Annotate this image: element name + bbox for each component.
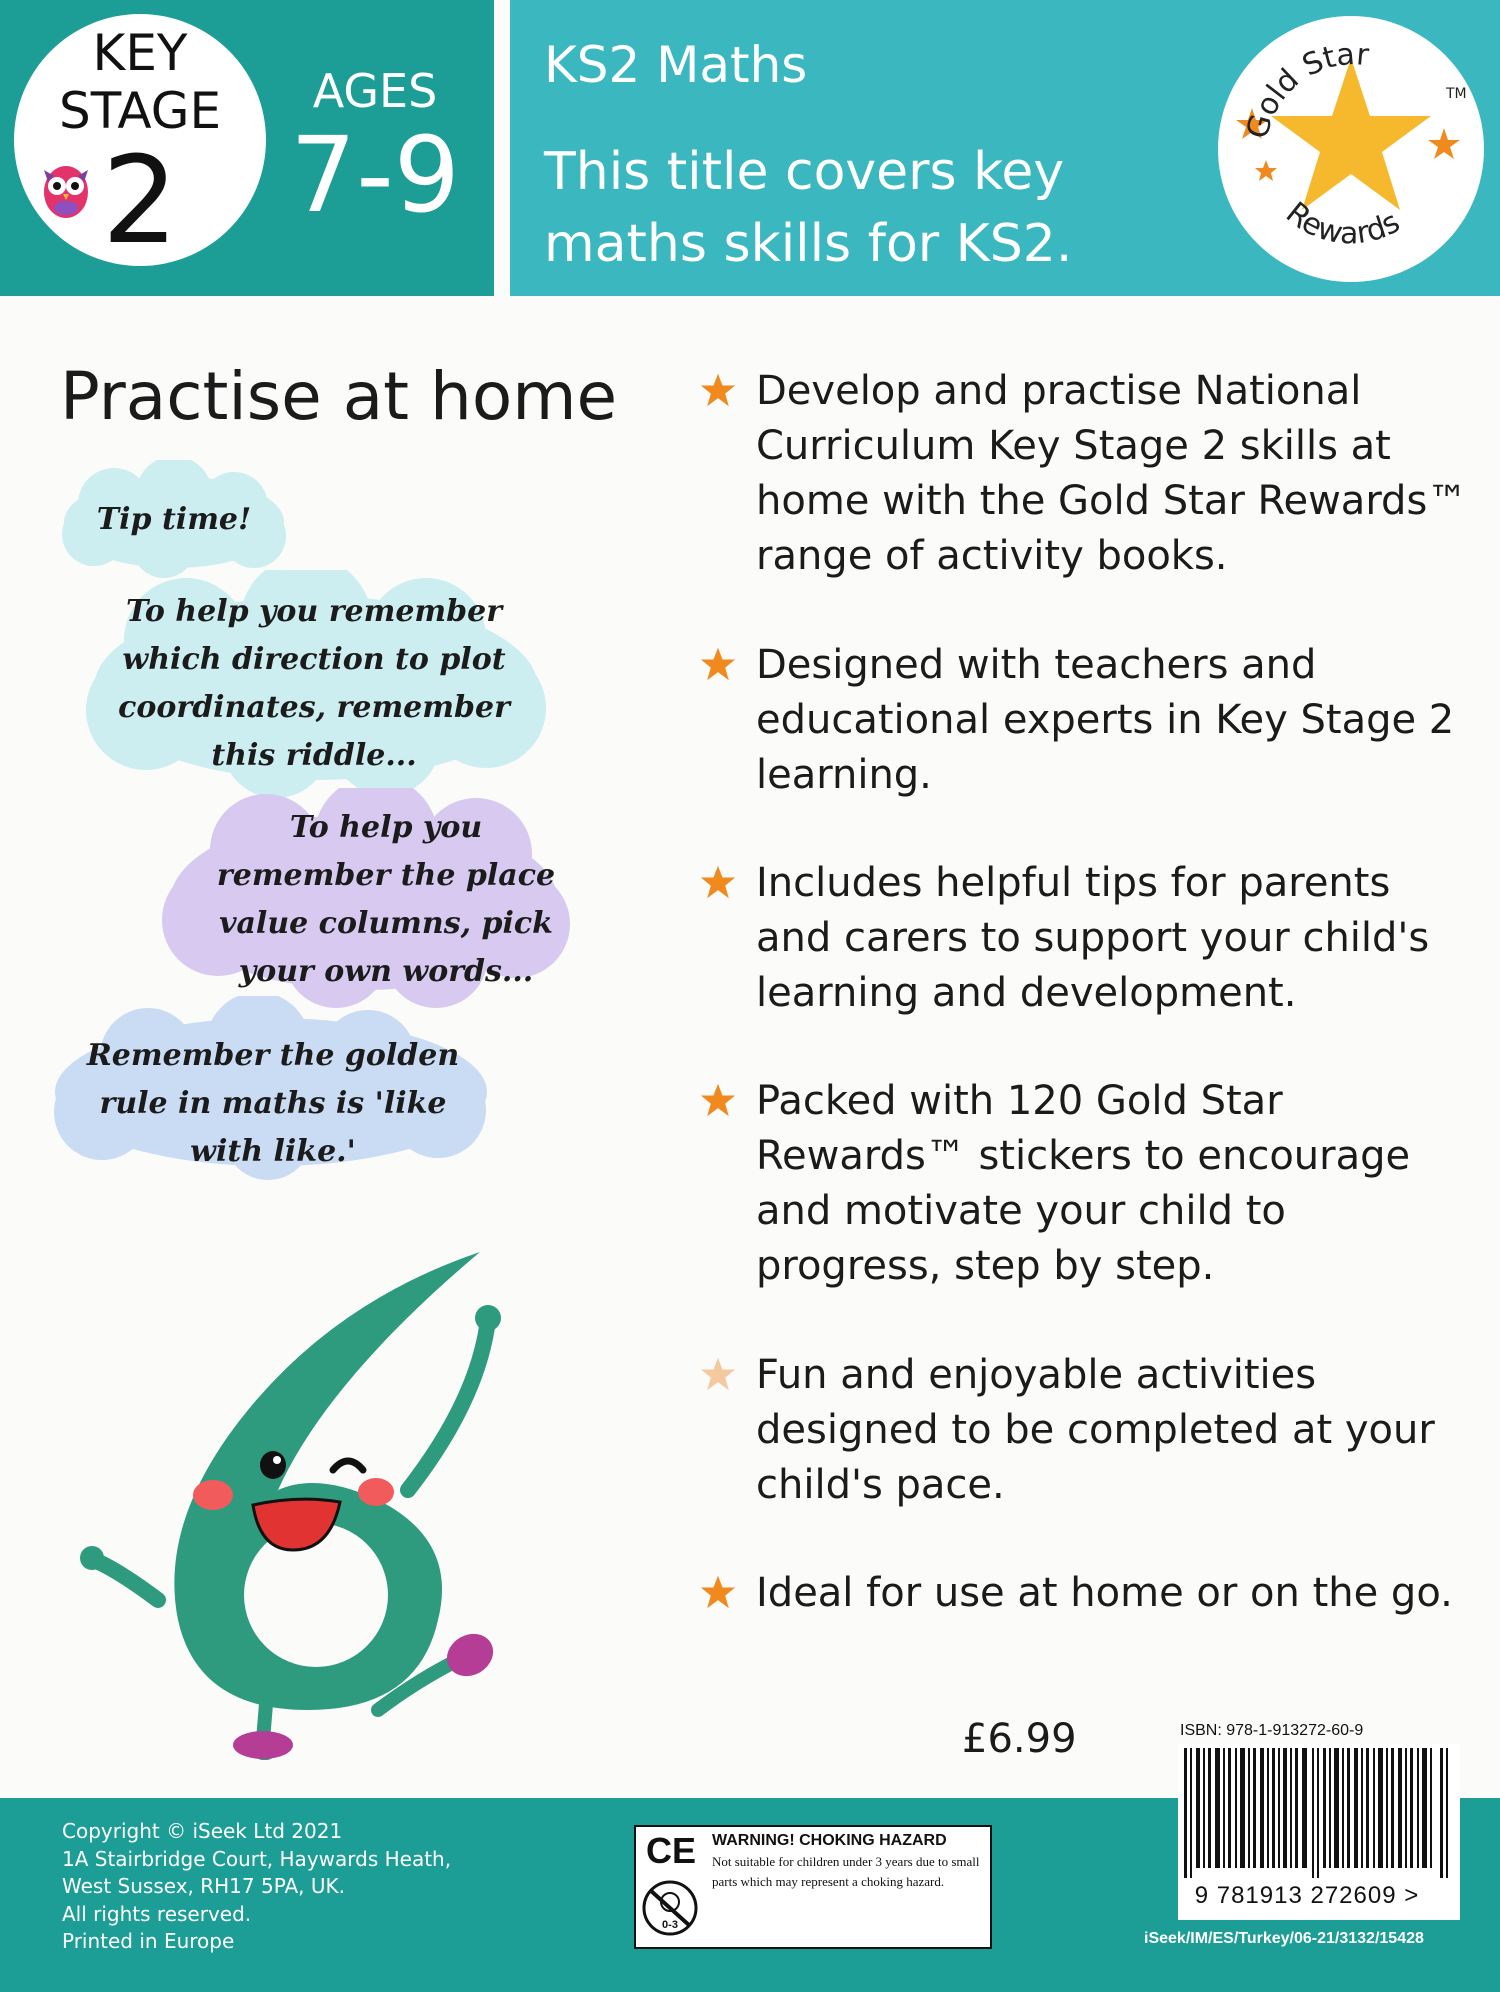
star-bullet-icon: [700, 1356, 736, 1392]
feature-bullet-text: Packed with 120 Gold Star Rewards™ stickers to encourage and motivate your child to progress, step by step.: [756, 1078, 1411, 1289]
star-bullet-icon: [700, 646, 736, 682]
star-bullet-icon: [700, 372, 736, 408]
address-line: West Sussex, RH17 5PA, UK.: [62, 1874, 345, 1898]
age-warning-label: 0-3: [662, 1919, 678, 1931]
copyright-block: [62, 1818, 482, 1956]
feature-bullet-text: Develop and practise National Curriculum Key Stage 2 skills at home with the Gold Star Rewards™ range of activity books.: [756, 368, 1468, 579]
tip-text-1: Tip time!: [96, 502, 252, 537]
feature-bullet-1: [700, 364, 1470, 584]
key-stage-number: 2: [101, 132, 179, 271]
tip-cloud-1: [54, 460, 294, 580]
badge-tm: TM: [1446, 86, 1467, 102]
star-bullet-icon: [700, 864, 736, 900]
subject-description: This title covers key maths skills for KS2.: [544, 142, 1073, 274]
feature-bullet-text: Includes helpful tips for parents and carers to support your child's learning and development.: [756, 860, 1430, 1016]
feature-bullet-text: Fun and enjoyable activities designed to be completed at your child's pace.: [756, 1352, 1435, 1508]
badge-top-text: Gold Star: [1239, 36, 1371, 143]
feature-bullet-text: Ideal for use at home or on the go.: [756, 1570, 1453, 1616]
printed-line: Printed in Europe: [62, 1929, 235, 1953]
owl-icon: [38, 158, 94, 220]
ce-mark: CE: [645, 1830, 696, 1871]
small-star-icon: [1428, 128, 1460, 159]
ages-label: AGES: [312, 64, 438, 118]
barcode-number: 9 781913 272609 >: [1194, 1882, 1420, 1909]
isbn-label: ISBN: 978-1-913272-60-9: [1180, 1722, 1364, 1739]
warning-text: Not suitable for children under 3 years due to small parts which may represent a choking hazard.: [712, 1854, 980, 1889]
svg-text:Rewards: [1279, 195, 1406, 251]
tip-text-3: To help you remember the place value columns, pick your own words...: [216, 810, 556, 989]
feature-bullet-text: Designed with teachers and educational experts in Key Stage 2 learning.: [756, 642, 1455, 798]
key-stage-line2: STAGE: [58, 82, 222, 140]
feature-bullet-5: [700, 1348, 1470, 1518]
feature-bullet-3: [700, 856, 1470, 1026]
gold-star-rewards-badge: [1218, 16, 1484, 282]
badge-bottom-text: Rewards: [1279, 195, 1406, 252]
star-bullet-icon: [700, 1574, 736, 1610]
age-restriction-icon: [640, 1878, 700, 1938]
ages-value: 7-9: [290, 114, 460, 236]
tip-text-4: Remember the golden rule in maths is 'like with like.': [86, 1038, 460, 1169]
feature-bullet-2: [700, 638, 1470, 808]
number-six-character: [78, 1240, 538, 1760]
copyright-line: Copyright © iSeek Ltd 2021: [62, 1819, 343, 1843]
star-bullet-icon: [700, 1082, 736, 1118]
rights-line: All rights reserved.: [62, 1901, 252, 1926]
tip-text-2: To help you remember which direction to plot coordinates, remember this riddle...: [118, 594, 510, 773]
tip-cloud-2: [76, 570, 556, 800]
warning-title: WARNING! CHOKING HAZARD: [712, 1832, 947, 1849]
feature-bullet-4: [700, 1074, 1470, 1294]
page-title: Practise at home: [60, 358, 618, 435]
small-star-icon: [1255, 160, 1277, 181]
tip-cloud-4: [38, 996, 504, 1180]
print-code: iSeek/IM/ES/Turkey/06-21/3132/15428: [1144, 1930, 1424, 1947]
address-line: 1A Stairbridge Court, Haywards Heath,: [62, 1846, 452, 1871]
feature-bullet-6: [700, 1566, 1470, 1686]
subject-title: KS2 Maths: [544, 36, 808, 94]
key-stage-line1: KEY: [92, 24, 188, 82]
price: £6.99: [962, 1716, 1077, 1762]
barcode-bars: [1178, 1744, 1460, 1878]
tip-cloud-3: [156, 788, 572, 1010]
